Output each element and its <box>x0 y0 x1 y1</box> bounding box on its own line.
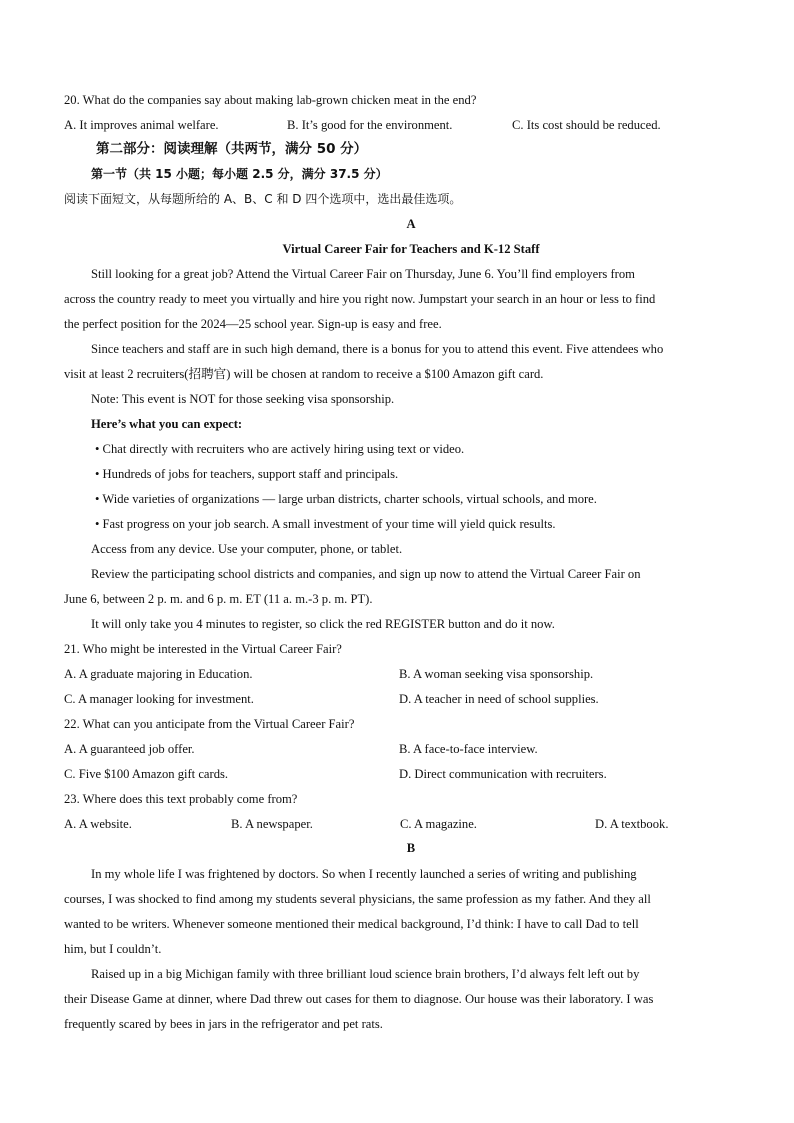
question-23-stem: 23. Where does this text probably come from? <box>64 792 298 806</box>
question-21-option-d: D. A teacher in need of school supplies. <box>399 692 599 706</box>
question-21-option-b: B. A woman seeking visa sponsorship. <box>399 667 594 681</box>
question-20-option-a: A. It improves animal welfare. <box>64 118 219 132</box>
expect-bullet: • Fast progress on your job search. A small investment of your time will yield quick results. <box>95 517 556 531</box>
passage-a-note: Note: This event is NOT for those seeking visa sponsorship. <box>91 392 395 406</box>
passage-a-line: It will only take you 4 minutes to register, so click the red REGISTER button and do it now. <box>91 617 555 631</box>
passage-b-line: wanted to be writers. Whenever someone mentioned their medical background, I’d think: I have to call Dad to tell <box>64 917 639 931</box>
question-22-option-d: D. Direct communication with recruiters. <box>399 767 607 781</box>
expect-heading: Here’s what you can expect: <box>91 417 243 431</box>
question-23-option-c: C. A magazine. <box>400 817 477 831</box>
passage-a-line: Still looking for a great job? Attend the Virtual Career Fair on Thursday, June 6. You’ll find employers from <box>91 267 635 281</box>
passage-b-line: him, but I couldn’t. <box>64 942 162 956</box>
passage-b-line: In my whole life I was frightened by doctors. So when I recently launched a series of writing and publishing <box>91 867 637 881</box>
question-22-option-c: C. Five $100 Amazon gift cards. <box>64 767 229 781</box>
question-20-stem: 20. What do the companies say about making lab-grown chicken meat in the end? <box>64 93 477 107</box>
question-22-option-a: A. A guaranteed job offer. <box>64 742 195 756</box>
reading-instruction: 阅读下面短文，从每题所给的 A、B、C 和 D 四个选项中，选出最佳选项。 <box>64 192 462 206</box>
expect-bullet: • Wide varieties of organizations — large urban districts, charter schools, virtual schools, and more. <box>95 492 597 506</box>
question-21-option-a: A. A graduate majoring in Education. <box>64 667 253 681</box>
question-22-option-b: B. A face-to-face interview. <box>399 742 538 756</box>
question-23-option-b: B. A newspaper. <box>231 817 313 831</box>
question-20-option-c: C. Its cost should be reduced. <box>512 118 661 132</box>
question-23-option-a: A. A website. <box>64 817 132 831</box>
passage-b-letter: B <box>406 841 416 855</box>
question-21-stem: 21. Who might be interested in the Virtual Career Fair? <box>64 642 342 656</box>
passage-a-line: June 6, between 2 p. m. and 6 p. m. ET (11 a. m.-3 p. m. PT). <box>64 592 373 606</box>
passage-a-line: Review the participating school districts and companies, and sign up now to attend the Virtual Career Fair on <box>91 567 641 581</box>
expect-bullet: • Hundreds of jobs for teachers, support staff and principals. <box>95 467 399 481</box>
passage-b-line: their Disease Game at dinner, where Dad threw out cases for them to diagnose. Our house was their laboratory. I was <box>64 992 654 1006</box>
passage-a-line: Since teachers and staff are in such high demand, there is a bonus for you to attend this event. Five attendees who <box>91 342 664 356</box>
question-23-option-d: D. A textbook. <box>595 817 669 831</box>
expect-bullet: • Chat directly with recruiters who are actively hiring using text or video. <box>95 442 465 456</box>
question-21-option-c: C. A manager looking for investment. <box>64 692 254 706</box>
passage-b-line: courses, I was shocked to find among my students several physicians, the same profession as my father. And they all <box>64 892 651 906</box>
passage-a-line: visit at least 2 recruiters(招聘官) will be chosen at random to receive a $100 Amazon gift card. <box>64 367 544 381</box>
part2-title: 第二部分：阅读理解（共两节，满分 50 分） <box>96 141 368 157</box>
question-20-option-b: B. It’s good for the environment. <box>287 118 453 132</box>
passage-b-line: Raised up in a big Michigan family with three brilliant loud science brain brothers, I’d always felt left out by <box>91 967 640 981</box>
passage-b-line: frequently scared by bees in jars in the refrigerator and pet rats. <box>64 1017 383 1031</box>
passage-a-line: across the country ready to meet you virtually and hire you right now. Jumpstart your search in an hour or less to find <box>64 292 656 306</box>
question-22-stem: 22. What can you anticipate from the Virtual Career Fair? <box>64 717 355 731</box>
passage-a-line: Access from any device. Use your computer, phone, or tablet. <box>91 542 403 556</box>
section1-title: 第一节（共 15 小题；每小题 2.5 分，满分 37.5 分） <box>91 167 388 181</box>
passage-a-title: Virtual Career Fair for Teachers and K-12 Staff <box>282 242 540 256</box>
passage-a-line: the perfect position for the 2024—25 school year. Sign-up is easy and free. <box>64 317 442 331</box>
passage-a-letter: A <box>406 217 416 231</box>
